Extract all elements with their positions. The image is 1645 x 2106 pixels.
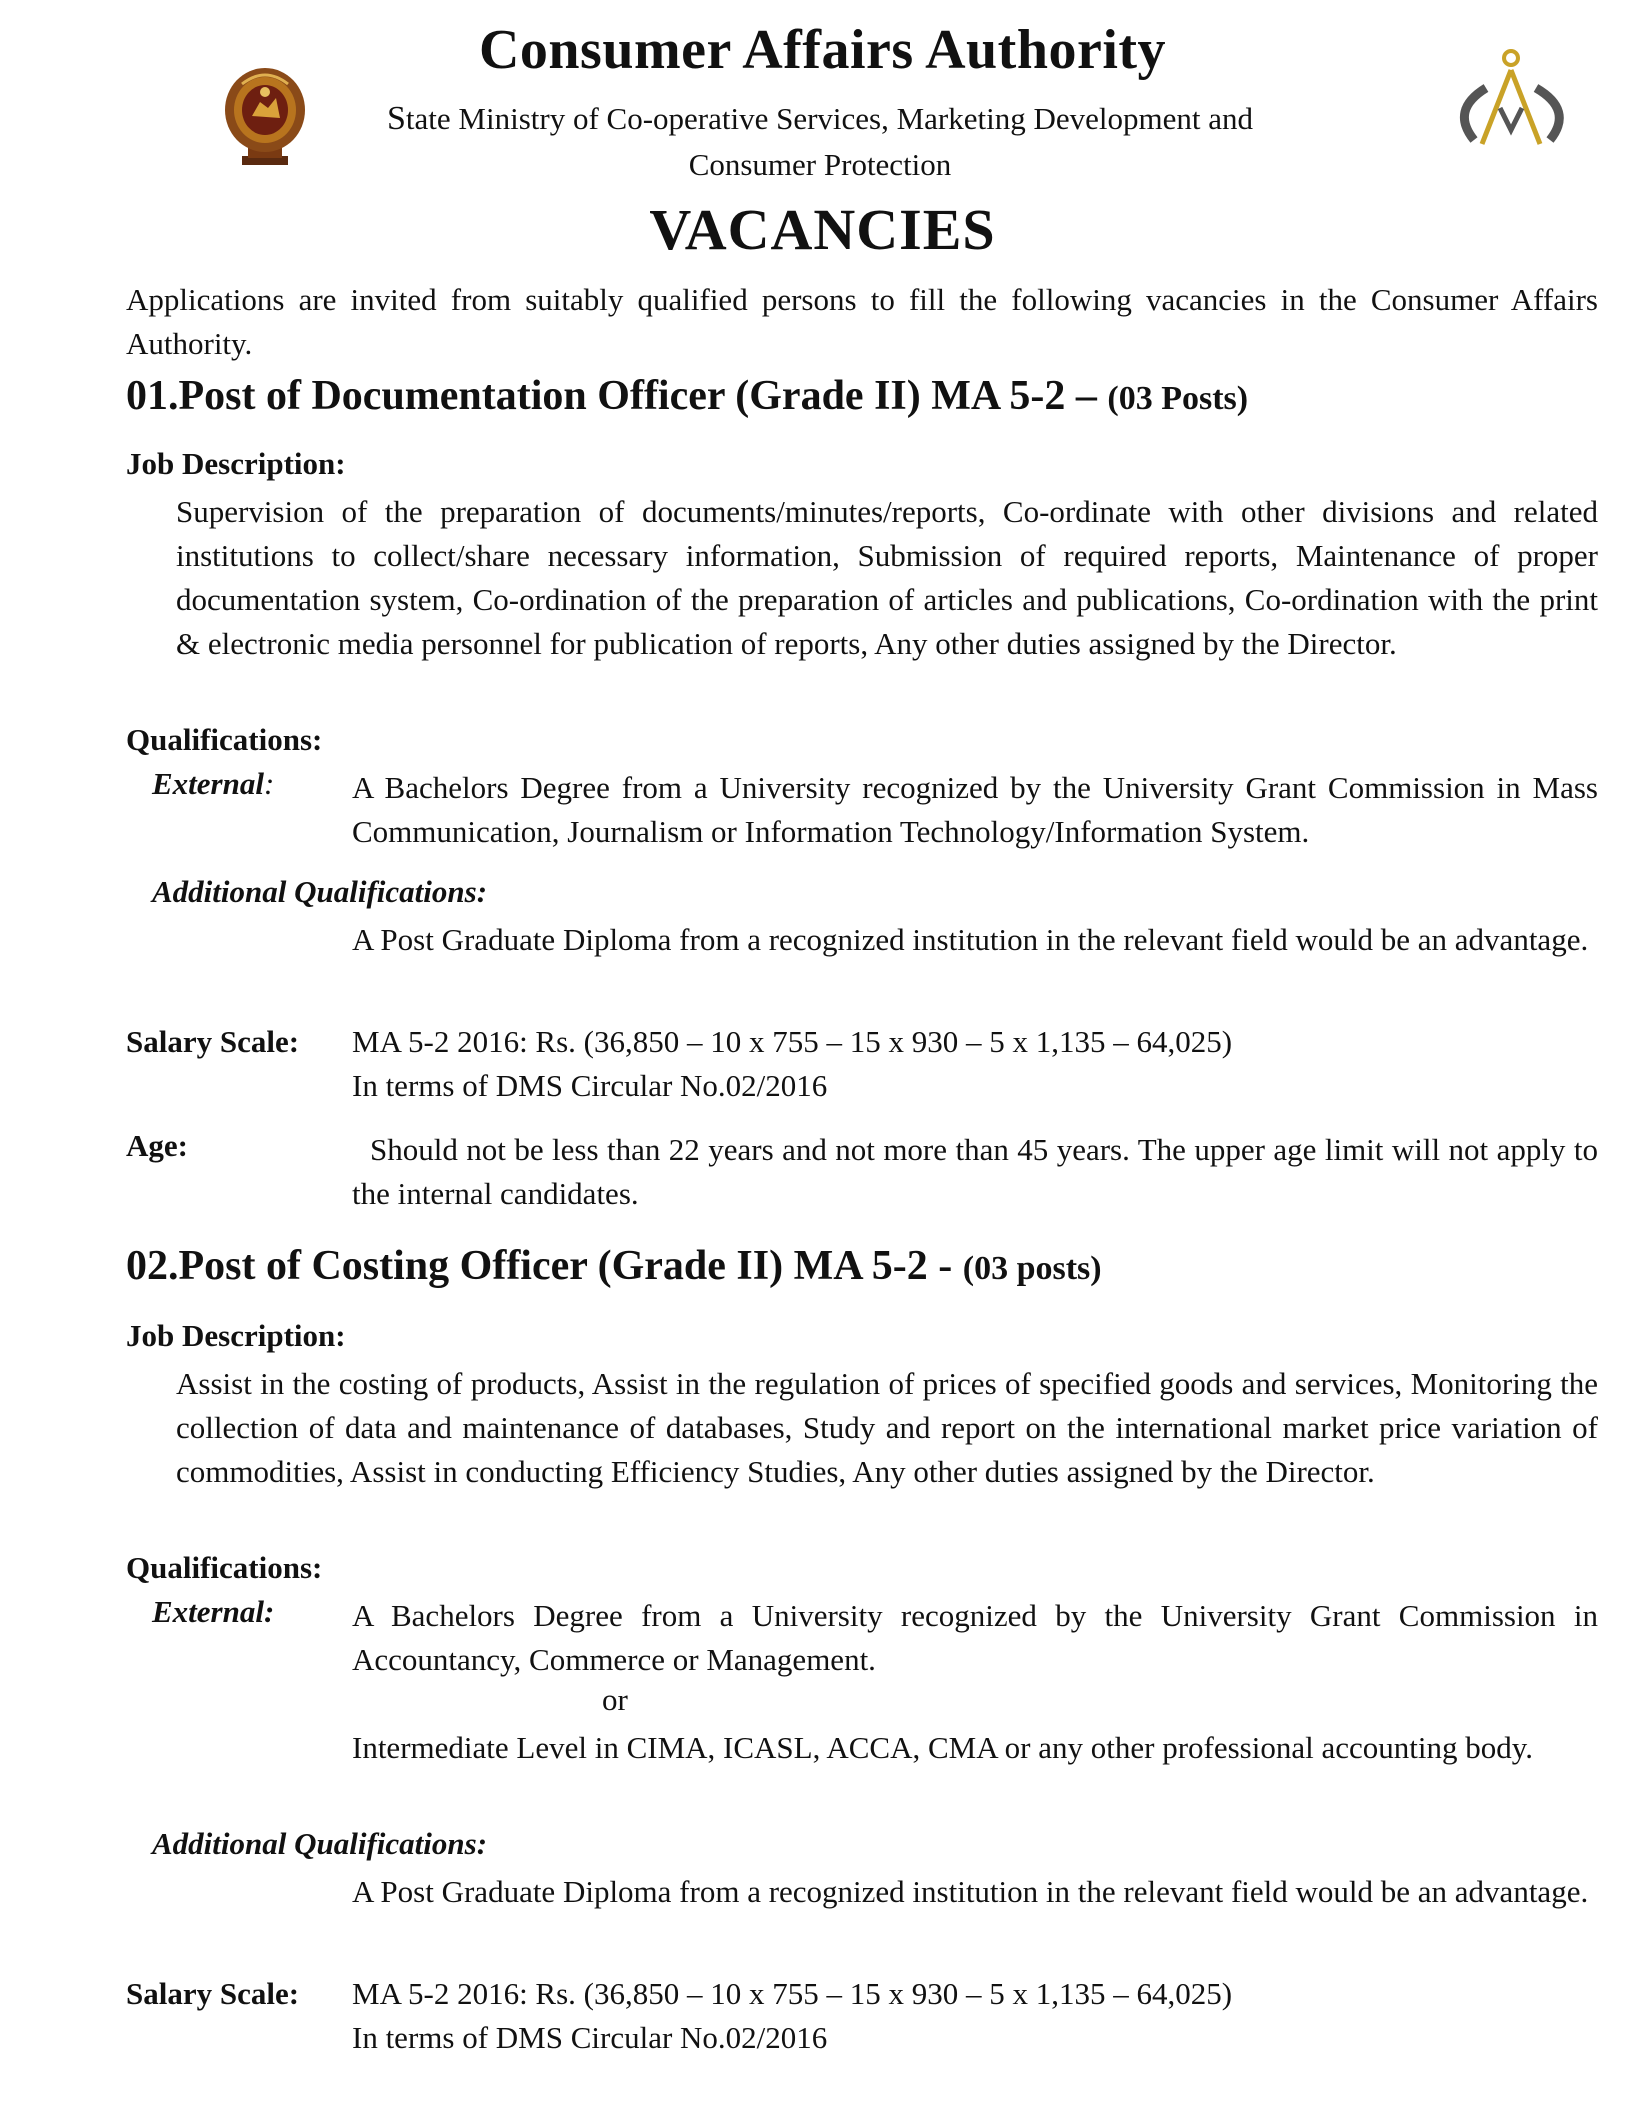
post-2-additional-label: Additional Qualifications: [152,1826,488,1861]
post-2-title-text: 02.Post of Costing Officer (Grade II) MA 5-2 - [126,1243,953,1289]
intro-paragraph: Applications are invited from suitably qualified persons to fill the following vacancies in the Consumer Affairs Authority. [126,282,1598,361]
post-1-title [126,372,1248,420]
post-1-salary-label: Salary Scale: [126,1024,300,1059]
post-1-external-label-text: External [152,766,264,801]
post-1-external-colon: : [263,766,275,801]
post-2-job-text: Assist in the costing of products, Assist in the regulation of prices of specified goods and services, Monitoring the collection of data and maintenance of databases, Study and report on the international market price variation of commodities, Assist in conducting Efficiency Studies, Any other duties assigned by the Director. [176,1366,1598,1489]
post-1-qualifications-label: Qualifications: [126,722,323,757]
post-2-salary-line1: MA 5-2 2016: Rs. (36,850 – 10 x 755 – 15 x 930 – 5 x 1,135 – 64,025) [352,1976,1233,2011]
post-2-external-text: A Bachelors Degree from a University recognized by the University Grant Commission in Accountancy, Commerce or Management. [352,1598,1598,1677]
post-1-age-label: Age: [126,1128,188,1163]
post-2-external-label: External: [152,1594,275,1629]
ministry-initial: S [386,100,406,137]
post-1-job-label: Job Description: [126,446,346,481]
page-heading: VACANCIES [649,197,996,262]
post-1-external-text: A Bachelors Degree from a University recognized by the University Grant Commission in Mass Communication, Journalism or Information Technology/Information System. [352,770,1598,849]
post-1-additional-text: A Post Graduate Diploma from a recognized institution in the relevant field would be an advantage. [352,922,1589,957]
organization-title: Consumer Affairs Authority [478,19,1167,81]
post-1-count: (03 Posts) [1107,380,1249,417]
post-1-external-label [152,766,274,802]
ministry-line2: Consumer Protection [688,147,952,182]
post-2-count: (03 posts) [962,1250,1102,1287]
post-2-qualifications-label: Qualifications: [126,1550,323,1585]
post-1-age-text: Should not be less than 22 years and not more than 45 years. The upper age limit will not apply to the internal candidates. [352,1132,1598,1211]
post-2-external-alt-text: Intermediate Level in CIMA, ICASL, ACCA, CMA or any other professional accounting body. [352,1730,1533,1765]
post-2-or-text: or [602,1682,628,1717]
post-2-title [126,1242,1102,1290]
ministry-line1: tate Ministry of Co-operative Services, Marketing Development and [405,101,1254,136]
post-2-job-label: Job Description: [126,1318,346,1353]
post-1-additional-label: Additional Qualifications: [152,874,488,909]
post-1-salary-line2: In terms of DMS Circular No.02/2016 [352,1068,828,1103]
post-1-title-text: 01.Post of Documentation Officer (Grade II) MA 5-2 – [126,373,1097,419]
ministry-name [360,96,1280,188]
post-2-salary-label: Salary Scale: [126,1976,300,2011]
post-1-salary-line1: MA 5-2 2016: Rs. (36,850 – 10 x 755 – 15 x 930 – 5 x 1,135 – 64,025) [352,1024,1233,1059]
post-2-additional-text: A Post Graduate Diploma from a recognized institution in the relevant field would be an advantage. [352,1874,1589,1909]
post-2-salary-line2: In terms of DMS Circular No.02/2016 [352,2020,828,2055]
post-1-job-text: Supervision of the preparation of documents/minutes/reports, Co-ordinate with other divisions and related institutions to collect/share necessary information, Submission of required reports, Maintenance of proper documentation system, Co-ordination of the preparation of articles and publications, Co-ordination with the print & electronic media personnel for publication of reports, Any other duties assigned by the Director. [176,494,1598,661]
